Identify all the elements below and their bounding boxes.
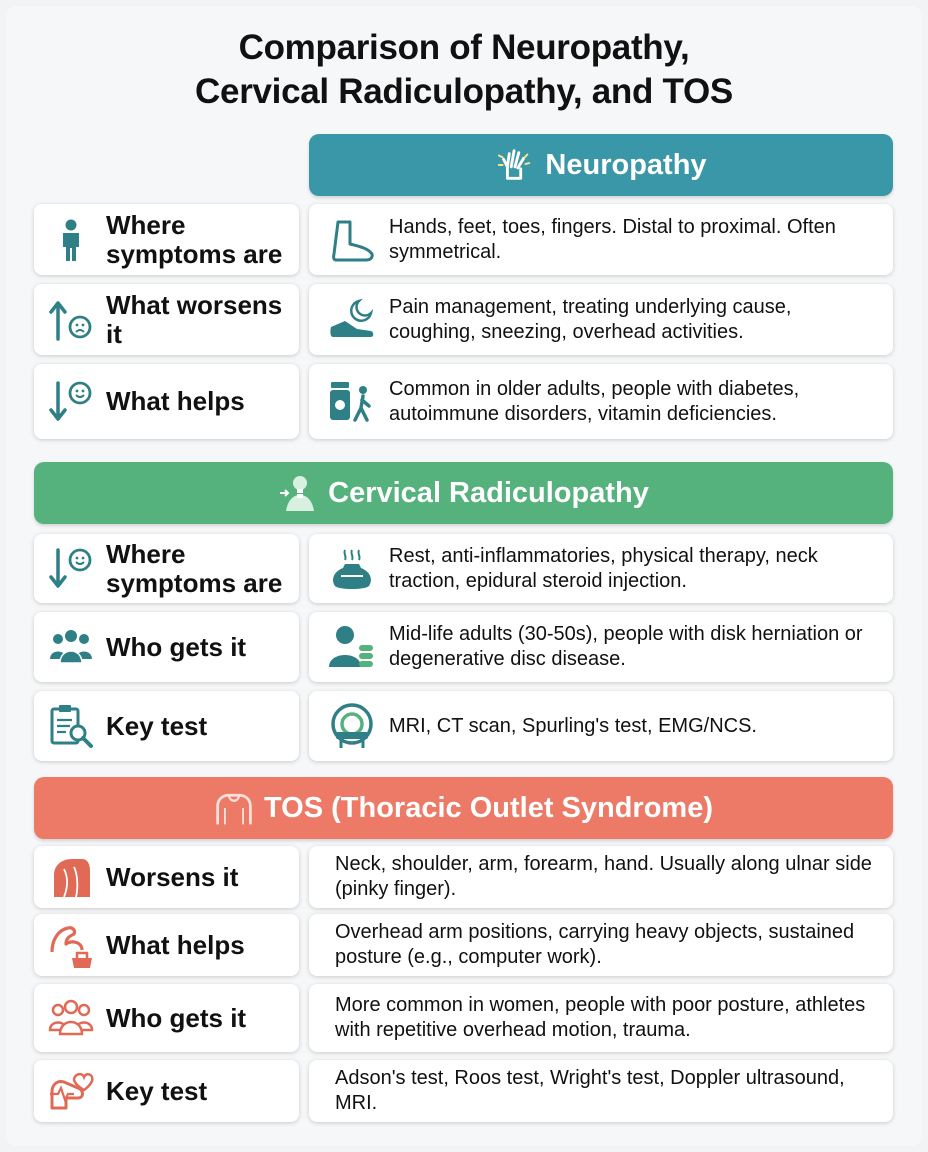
row-description-card xyxy=(309,1060,893,1122)
section-header-cervical-radiculopathy xyxy=(34,462,893,524)
foot-icon xyxy=(327,215,377,265)
row-description-card xyxy=(309,204,893,275)
arrow-down-happy-icon xyxy=(48,379,94,425)
row-description-card xyxy=(309,914,893,976)
row-label-card xyxy=(34,204,299,275)
row-description-card xyxy=(309,284,893,355)
mri-scanner-icon xyxy=(327,701,377,751)
person-icon xyxy=(48,217,94,263)
row-label-card xyxy=(34,914,299,976)
row-description-card xyxy=(309,364,893,439)
arrow-down-happy-icon xyxy=(48,546,94,592)
row-label-card xyxy=(34,846,299,908)
row-label-card xyxy=(34,691,299,761)
row-description: More common in women, people with poor posture, athletes with repetitive overhead motion, trauma. xyxy=(335,994,866,1041)
section-header-tos xyxy=(34,777,893,839)
row-label: Key test xyxy=(106,710,208,741)
row-label: What helps xyxy=(106,386,245,416)
row-description-card xyxy=(309,612,893,682)
row-label-card xyxy=(34,1060,299,1122)
arrow-up-sad-icon xyxy=(48,297,94,343)
section-title: TOS (Thoracic Outlet Syndrome) xyxy=(263,791,714,824)
people-group-icon xyxy=(48,995,94,1041)
moon-shoe-icon xyxy=(327,295,377,345)
pill-bottle-walker-icon xyxy=(327,377,377,427)
row-description: Rest, anti-inflammatories, physical therapy, neck traction, epidural steroid injection. xyxy=(389,544,818,592)
row-description-card xyxy=(309,984,893,1052)
shoulder-torso-icon xyxy=(214,788,254,828)
page-title xyxy=(0,26,928,114)
neck-spine-icon xyxy=(278,473,318,513)
person-discs-icon xyxy=(327,622,377,672)
arm-bag-icon xyxy=(48,922,94,968)
row-label: Who gets it xyxy=(106,631,247,662)
row-description-card xyxy=(309,846,893,908)
page-title-line2: Cervical Radiculopathy, and TOS xyxy=(195,72,733,111)
clipboard-search-icon xyxy=(48,703,94,749)
row-description: Overhead arm positions, carrying heavy objects, sustained posture (e.g., computer work). xyxy=(335,921,855,968)
page-title-line1: Comparison of Neuropathy, xyxy=(238,28,690,67)
row-label-card xyxy=(34,612,299,682)
row-label-card xyxy=(34,364,299,439)
row-label: Key test xyxy=(106,1075,208,1106)
row-label: Where symptoms are xyxy=(106,538,283,598)
hand-nerves-icon xyxy=(495,145,535,185)
section-title: Neuropathy xyxy=(545,148,707,181)
row-label: What helps xyxy=(106,929,245,960)
section-title: Cervical Radiculopathy xyxy=(328,476,649,509)
people-group-icon xyxy=(48,624,94,670)
row-label-card xyxy=(34,284,299,355)
row-label-card xyxy=(34,534,299,603)
row-description: Neck, shoulder, arm, forearm, hand. Usually along ulnar side (pinky finger). xyxy=(335,853,872,900)
row-description-card xyxy=(309,534,893,603)
row-description: Mid-life adults (30-50s), people with disk herniation or degenerative disc disease. xyxy=(389,623,863,670)
arm-heartbeat-icon xyxy=(48,1068,94,1114)
hot-pack-icon xyxy=(327,544,377,594)
row-description-card xyxy=(309,691,893,761)
row-description: Adson's test, Roos test, Wright's test, Doppler ultrasound, MRI. xyxy=(335,1067,845,1114)
row-label: What worsens it xyxy=(106,289,283,349)
row-label: Who gets it xyxy=(106,1002,247,1033)
row-description: MRI, CT scan, Spurling's test, EMG/NCS. xyxy=(389,714,757,737)
row-description: Common in older adults, people with diabetes, autoimmune disorders, vitamin deficiencies. xyxy=(389,377,800,425)
row-description: Pain management, treating underlying cause, coughing, sneezing, overhead activities. xyxy=(389,295,792,343)
section-header-neuropathy xyxy=(309,134,893,196)
row-label: Where symptoms are xyxy=(106,209,283,269)
row-description: Hands, feet, toes, fingers. Distal to proximal. Often symmetrical. xyxy=(389,215,836,263)
row-label-card xyxy=(34,984,299,1052)
row-label: Worsens it xyxy=(106,861,239,892)
shoulder-icon xyxy=(48,854,94,900)
